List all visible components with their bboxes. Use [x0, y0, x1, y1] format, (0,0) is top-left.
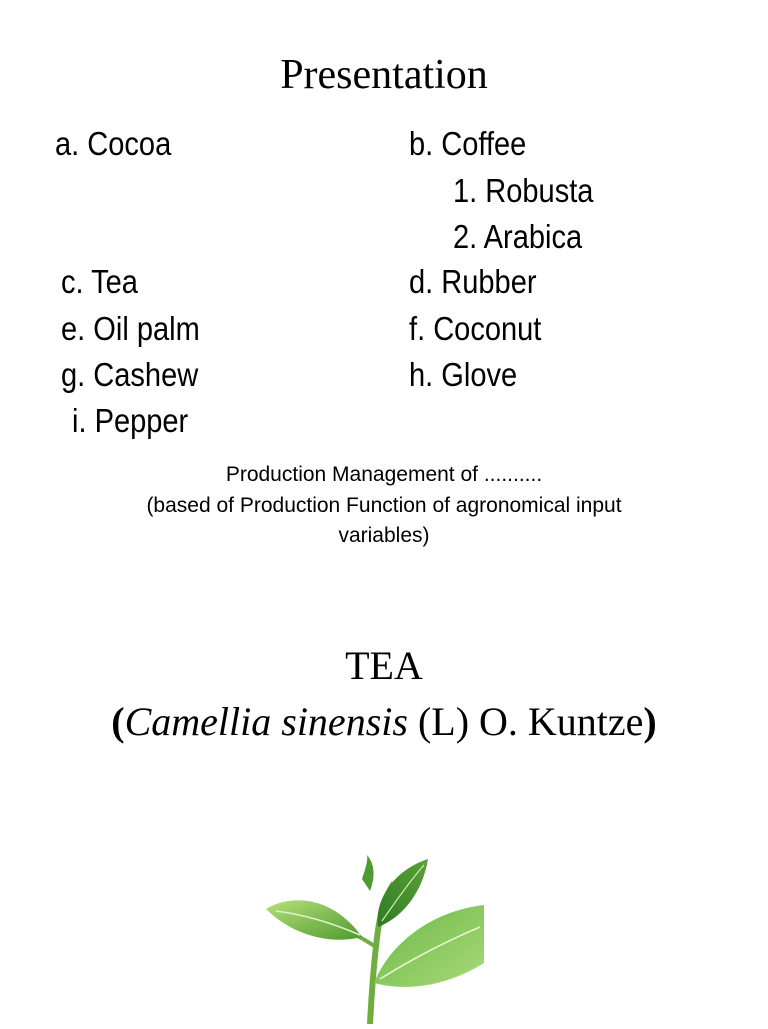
tea-heading: TEA — [345, 643, 423, 688]
list-item-glove: h. Glove — [409, 356, 518, 393]
list-item-rubber: d. Rubber — [409, 263, 537, 300]
list-item-coffee: b. Coffee — [409, 125, 527, 162]
open-paren: ( — [111, 699, 125, 744]
list-item-coconut: f. Coconut — [409, 310, 542, 347]
list-item-oil-palm: e. Oil palm — [61, 310, 200, 347]
subtitle-line-3: variables) — [338, 524, 430, 547]
subtitle-line-1: Production Management of .......... — [225, 463, 543, 486]
page-title: Presentation — [280, 52, 488, 98]
list-subitem-arabica: 2. Arabica — [453, 218, 583, 255]
species-name: Camellia sinensis — [124, 699, 408, 744]
tea-scientific-name — [0, 694, 768, 750]
close-paren: ) — [643, 699, 657, 744]
list-item-cocoa: a. Cocoa — [55, 125, 172, 162]
list-item-pepper: i. Pepper — [72, 402, 189, 439]
list-item-cashew: g. Cashew — [61, 356, 199, 393]
list-subitem-robusta: 1. Robusta — [453, 172, 594, 209]
species-authority: (L) O. Kuntze — [407, 699, 644, 744]
tea-leaf-illustration-icon — [262, 855, 484, 1024]
list-item-tea: c. Tea — [61, 263, 138, 300]
subtitle-line-2: (based of Production Function of agronomical input — [146, 494, 622, 517]
